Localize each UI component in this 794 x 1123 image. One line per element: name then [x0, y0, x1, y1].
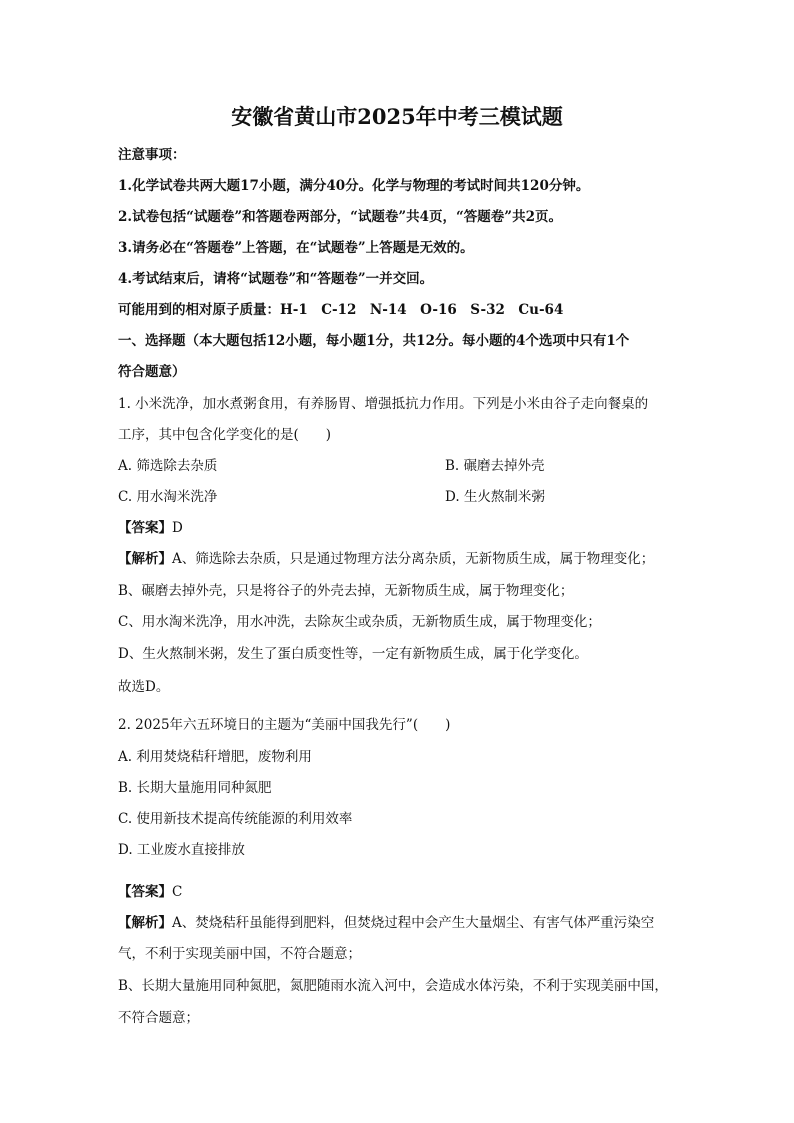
q1-analysis-line1	[118, 550, 654, 568]
q2-option-a: A. 利用焚烧秸秆增肥，废物利用	[118, 749, 312, 765]
notice-item-4: 4.考试结束后，请将“试题卷”和“答题卷”一并交回。	[118, 271, 434, 287]
q2-option-c: C. 使用新技术提高传统能源的利用效率	[118, 811, 353, 827]
q1-answer-value: D	[172, 520, 183, 536]
q1-answer-label: 【答案】	[118, 520, 172, 536]
q1-analysis-line4: D、生火熬制米粥，发生了蛋白质变性等，一定有新物质生成，属于化学变化。	[118, 646, 588, 662]
q2-analysis-label: 【解析】	[118, 915, 172, 931]
notice-item-1: 1.化学试卷共两大题17小题，满分40分。化学与物理的考试时间共120分钟。	[118, 178, 590, 194]
notice-heading: 注意事项：	[118, 147, 186, 163]
q1-stem-line1: 1. 小米洗净，加水煮粥食用，有养肠胃、增强抵抗力作用。下列是小米由谷子走向餐桌的	[118, 396, 649, 412]
q2-option-d: D. 工业废水直接排放	[118, 842, 245, 858]
q1-answer	[118, 519, 183, 537]
page-title: 安徽省黄山市2025年中考三模试题	[231, 104, 563, 129]
q2-option-b: B. 长期大量施用同种氮肥	[118, 780, 272, 796]
q2-analysis-line3: B、长期大量施用同种氮肥，氮肥随雨水流入河中，会造成水体污染，不利于实现美丽中国，	[118, 978, 668, 994]
atomic-masses: 可能用到的相对原子质量：H-1 C-12 N-14 O-16 S-32 Cu-64	[118, 302, 564, 318]
section-heading-line2: 符合题意）	[118, 364, 186, 380]
q2-answer	[118, 883, 182, 901]
q1-stem-line2: 工序，其中包含化学变化的是( )	[118, 427, 332, 443]
q2-analysis-line1	[118, 914, 654, 932]
q2-analysis-line4: 不符合题意；	[118, 1010, 199, 1026]
notice-item-3: 3.请务必在“答题卷”上答题，在“试题卷”上答题是无效的。	[118, 240, 474, 256]
q1-conclusion: 故选D。	[118, 679, 170, 695]
q1-analysis-label: 【解析】	[118, 551, 172, 567]
q2-analysis-line2: 气，不利于实现美丽中国，不符合题意；	[118, 946, 361, 962]
q2-analysis-text-1: A、焚烧秸秆虽能得到肥料，但焚烧过程中会产生大量烟尘、有害气体严重污染空	[172, 915, 655, 931]
q1-option-b: B. 碾磨去掉外壳	[445, 458, 545, 474]
q1-analysis-line2: B、碾磨去掉外壳，只是将谷子的外壳去掉，无新物质生成，属于物理变化；	[118, 583, 574, 599]
q2-stem: 2. 2025年六五环境日的主题为“美丽中国我先行”( )	[118, 717, 451, 733]
section-heading-line1: 一、选择题（本大题包括12小题，每小题1分，共12分。每小题的4个选项中只有1个	[118, 333, 630, 349]
q1-option-c: C. 用水淘米洗净	[118, 489, 218, 505]
q1-analysis-line3: C、用水淘米洗净，用水冲洗，去除灰尘或杂质，无新物质生成，属于物理变化；	[118, 614, 601, 630]
q1-option-a: A. 筛选除去杂质	[118, 458, 218, 474]
q2-answer-label: 【答案】	[118, 884, 172, 900]
q2-answer-value: C	[172, 884, 183, 900]
q1-option-d: D. 生火熬制米粥	[445, 489, 545, 505]
q1-analysis-text-1: A、筛选除去杂质，只是通过物理方法分离杂质，无新物质生成，属于物理变化；	[172, 551, 655, 567]
notice-item-2: 2.试卷包括“试题卷”和答题卷两部分，“试题卷”共4页，“答题卷”共2页。	[118, 209, 562, 225]
